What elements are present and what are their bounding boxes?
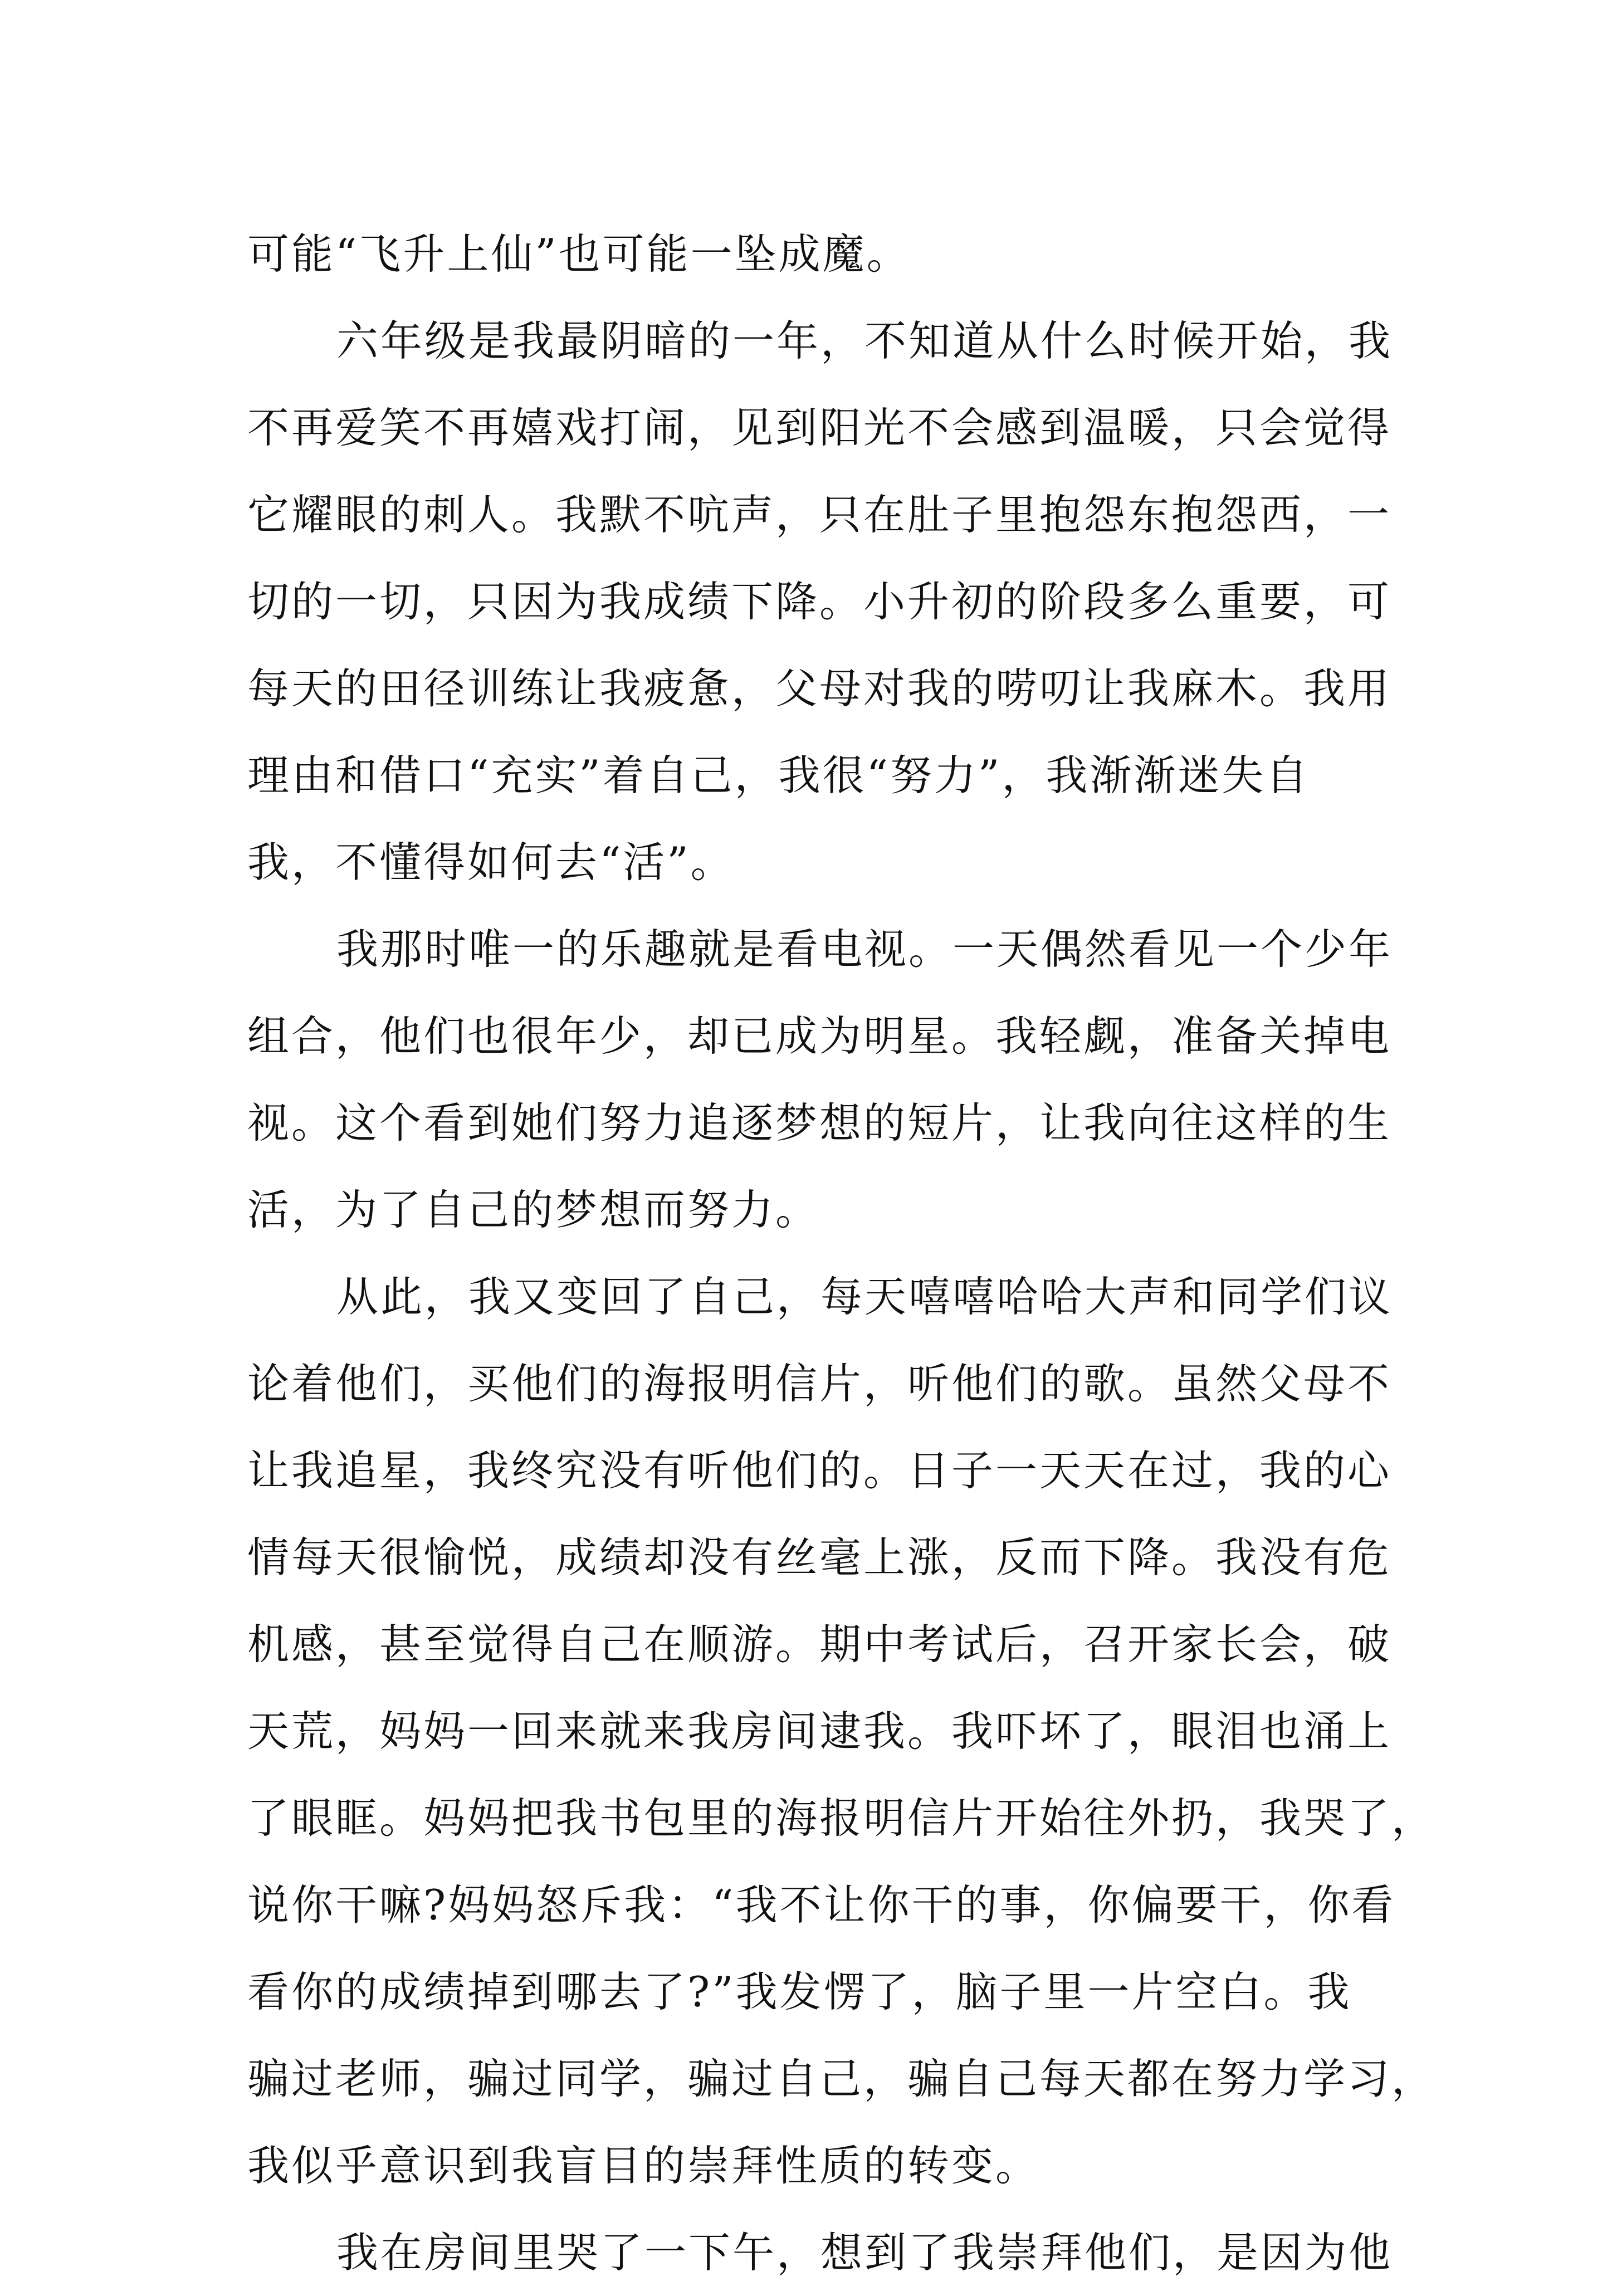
- text-line: 从此，我又变回了自己，每天嘻嘻哈哈大声和同学们议: [336, 1272, 1393, 1321]
- text-line: 了眼眶。妈妈把我书包里的海报明信片开始往外扔，我哭了，: [247, 1794, 1436, 1843]
- text-line: 机感，甚至觉得自己在顺游。期中考试后，召开家长会，破: [247, 1620, 1392, 1669]
- text-line: 视。这个看到她们努力追逐梦想的短片，让我向往这样的生: [247, 1098, 1392, 1147]
- text-line: 我似乎意识到我盲目的崇拜性质的转变。: [247, 2141, 1040, 2190]
- text-line: 不再爱笑不再嬉戏打闹，见到阳光不会感到温暖，只会觉得: [247, 403, 1392, 452]
- text-line: 组合，他们也很年少，却已成为明星。我轻觑，准备关掉电: [247, 1012, 1392, 1061]
- text-line: 我在房间里哭了一下午，想到了我崇拜他们，是因为他: [336, 2228, 1393, 2277]
- text-line: 每天的田径训练让我疲惫，父母对我的唠叨让我麻木。我用: [247, 664, 1392, 713]
- document-body: [247, 211, 1436, 2296]
- text-line: 骗过老师，骗过同学，骗过自己，骗自己每天都在努力学习，: [247, 2054, 1436, 2103]
- text-line: 我那时唯一的乐趣就是看电视。一天偶然看见一个少年: [336, 925, 1393, 974]
- text-line: 我，不懂得如何去“活”。: [247, 838, 735, 887]
- text-line: 说你干嘛?妈妈怒斥我：“我不让你干的事，你偏要干，你看: [247, 1880, 1396, 1929]
- text-line: 理由和借口“充实”着自己，我很“努力”，我渐渐迷失自: [247, 751, 1310, 800]
- text-line: 可能“飞升上仙”也可能一坠成魔。: [247, 229, 911, 279]
- text-line: 看你的成绩掉到哪去了?”我发愣了，脑子里一片空白。我: [247, 1967, 1352, 2016]
- text-line: 论着他们，买他们的海报明信片，听他们的歌。虽然父母不: [247, 1359, 1392, 1408]
- text-line: 天荒，妈妈一回来就来我房间逮我。我吓坏了，眼泪也涌上: [247, 1707, 1392, 1756]
- text-line: 六年级是我最阴暗的一年，不知道从什么时候开始，我: [336, 316, 1393, 365]
- text-line: 活，为了自己的梦想而努力。: [247, 1185, 820, 1234]
- text-line: 它耀眼的刺人。我默不吭声，只在肚子里抱怨东抱怨西，一: [247, 490, 1392, 539]
- text-line: 切的一切，只因为我成绩下降。小升初的阶段多么重要，可: [247, 577, 1392, 626]
- text-line: 情每天很愉悦，成绩却没有丝毫上涨，反而下降。我没有危: [247, 1533, 1392, 1582]
- text-line: 让我追星，我终究没有听他们的。日子一天天在过，我的心: [247, 1446, 1392, 1495]
